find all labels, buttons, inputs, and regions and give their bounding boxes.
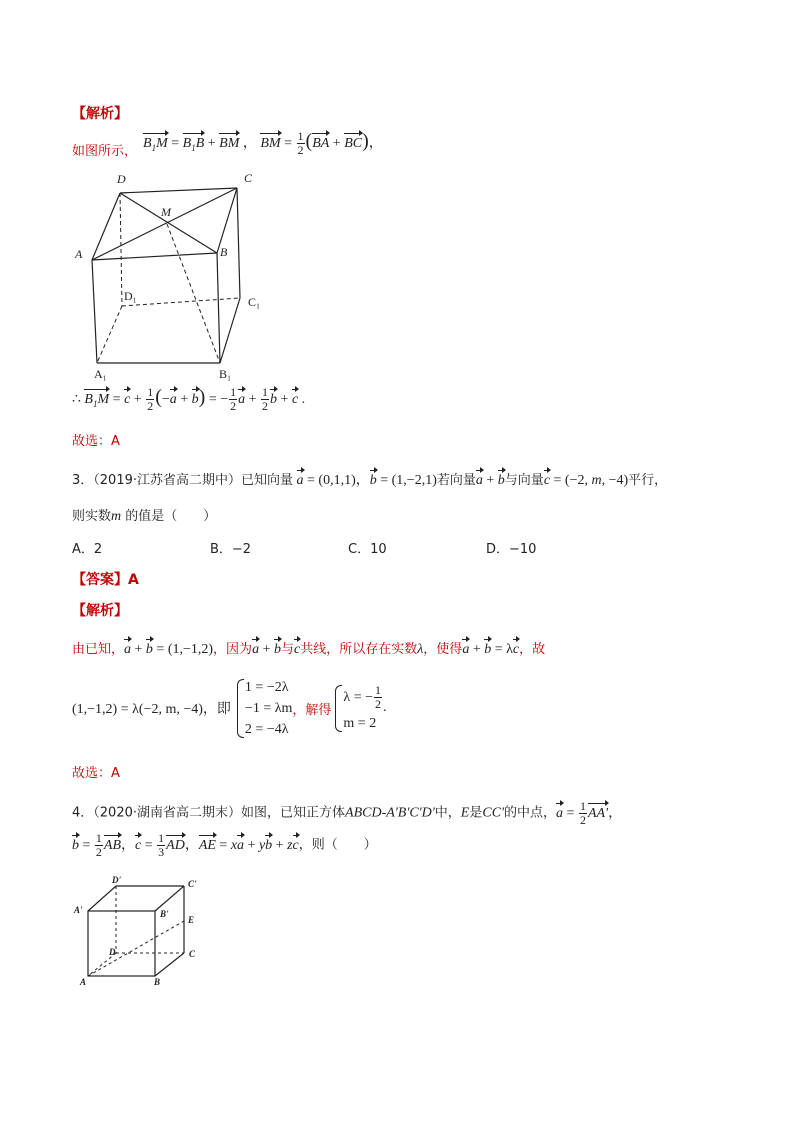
sol3-equation: (1,−1,2) = λ(−2, m, −4)，即 — [72, 702, 231, 717]
system1-eq-2: −1 = λm — [244, 700, 293, 716]
edge-bc-bottom — [155, 953, 184, 976]
label-d: D — [109, 947, 116, 957]
q4-number: 4． — [72, 805, 94, 821]
q3-stem-6: 则实数 — [72, 509, 112, 524]
sol3-line-2 — [72, 672, 387, 744]
q4-c-def: ，c = $\frac{1}{3}$ AD — [121, 831, 185, 859]
q3-stem-1: 已知向量 — [241, 473, 294, 488]
edge-a-d-top — [88, 886, 116, 911]
label-b: B — [154, 977, 161, 987]
q4-b-def: b = $\frac{1}{2}$ AB — [72, 831, 122, 859]
label-a: A — [80, 977, 87, 987]
sol3-solve-text: ，解得 — [292, 702, 332, 718]
label-a1: A₁ — [94, 367, 107, 381]
analysis-heading-1: 【解析】 — [72, 106, 128, 122]
q3-option-d: D．−10 — [486, 542, 537, 557]
q3-option-b: B．−2 — [210, 542, 252, 557]
q3-vector-b: ，b = (1,−2,1) — [355, 473, 437, 488]
question-3-stem-line-1 — [72, 469, 667, 489]
conclusion-2: 故选：A — [72, 766, 120, 781]
q4-stem-4: 的中点， — [504, 805, 557, 821]
edge-d1a1-hidden — [97, 306, 122, 363]
figure-prism-1 — [72, 168, 282, 383]
system1-eq-1: 1 = −2λ — [244, 679, 289, 695]
q4-cube-name: ABCD-A'B'C'D' — [345, 805, 435, 821]
system2-eq-2: m = 2 — [343, 715, 377, 731]
q3-vector-a: a = (0,1,1) — [296, 473, 356, 488]
label-b-prime: B' — [160, 909, 169, 919]
q4-e: E — [460, 805, 470, 821]
q4-stem-2: 中， — [434, 805, 461, 821]
label-b: B — [220, 245, 228, 259]
label-d1: D₁ — [124, 289, 137, 303]
label-a-prime: A' — [74, 905, 83, 915]
label-c: C — [244, 171, 253, 185]
q4-stem-5: ，则（ ） — [298, 837, 377, 853]
solution-intro-text: 如图所示， — [72, 144, 138, 159]
q3-stem-4: 与向量 — [504, 473, 544, 488]
edge-aa1 — [92, 260, 97, 363]
analysis-heading-2: 【解析】 — [72, 603, 128, 619]
question-4-stem-line-1 — [72, 800, 622, 827]
q4-source: （2020·湖南省高二期末） — [93, 805, 241, 821]
label-c: C — [189, 949, 196, 959]
edge-cc1 — [237, 188, 240, 298]
q3-vector-c: c = (−2, m, −4) — [543, 473, 629, 488]
edge-bb1 — [217, 253, 220, 363]
label-e: E — [188, 915, 195, 925]
label-a: A — [75, 247, 83, 261]
q4-ae-def: ，AE = xa + yb + zc — [184, 837, 299, 853]
q3-stem-8: 的值是（ ） — [125, 509, 217, 524]
q3-var-m: m — [111, 509, 122, 524]
edge-b-c-top — [155, 886, 184, 911]
segment-mb1-hidden — [167, 224, 220, 363]
label-b1: B₁ — [219, 367, 232, 381]
sol3-line-1: 由已知，a + b = (1,−1,2)，因为a + b与c共线，所以存在实数λ，使得a + b = λc，故 — [72, 642, 546, 657]
label-d-prime: D' — [112, 875, 121, 885]
label-m: M — [161, 205, 171, 219]
system1-eq-3: 2 = −4λ — [244, 721, 289, 737]
vector-formula-b1m: $B_1M = B_1B$ + BM ， BM = $\frac{1}{2}$ (BA + BC)， — [143, 129, 383, 158]
segment-ae-hidden — [88, 921, 184, 976]
q3-sum-ab: a + b — [475, 473, 505, 488]
equation-system-1 — [235, 677, 292, 740]
q4-cc: CC' — [482, 805, 505, 821]
equation-system-2 — [333, 683, 383, 734]
system2-eq-1: λ = − $\frac{1}{2}$ — [343, 682, 381, 711]
label-d: D — [117, 172, 126, 186]
q3-stem-5: 平行， — [628, 473, 668, 488]
q3-number: 3． — [72, 473, 94, 488]
q4-stem-1: 如图，已知正方体 — [241, 805, 346, 821]
question-3-stem-line-2 — [72, 505, 216, 525]
sol3-period: . — [383, 700, 387, 715]
figure-cube — [72, 873, 212, 988]
therefore-formula: ∴ $B_1M = c$ + $\frac{1}{2}$ (−a + b) = − $\frac{1}{2}$ a + $\frac{1}{2}$ b + c . — [72, 385, 306, 414]
edge-ab — [92, 253, 217, 260]
edge-b1c1 — [220, 298, 240, 363]
edge-da — [92, 193, 120, 260]
conclusion-1: 故选：A — [72, 434, 120, 449]
edge-dc — [120, 188, 237, 193]
q3-source: （2019·江苏省高二期中） — [93, 473, 241, 488]
q4-stem-3: 是 — [469, 805, 483, 821]
diag-db — [120, 193, 217, 253]
edge-d1c1-hidden — [122, 298, 240, 306]
q4-a-def: a = $\frac{1}{2}$ AA'， — [556, 799, 623, 827]
label-c-prime: C' — [188, 879, 197, 889]
front-face — [88, 911, 155, 976]
answer-heading: 【答案】A — [72, 572, 139, 588]
label-c1: C₁ — [248, 295, 261, 309]
edge-dd1-hidden — [120, 193, 122, 306]
q3-option-c: C．10 — [348, 542, 387, 557]
question-4-stem-line-2 — [72, 832, 377, 859]
q3-stem-2: 若向量 — [436, 473, 476, 488]
q3-option-a: A．2 — [72, 542, 103, 557]
diag-ca — [92, 188, 237, 260]
edge-cb — [217, 188, 237, 253]
